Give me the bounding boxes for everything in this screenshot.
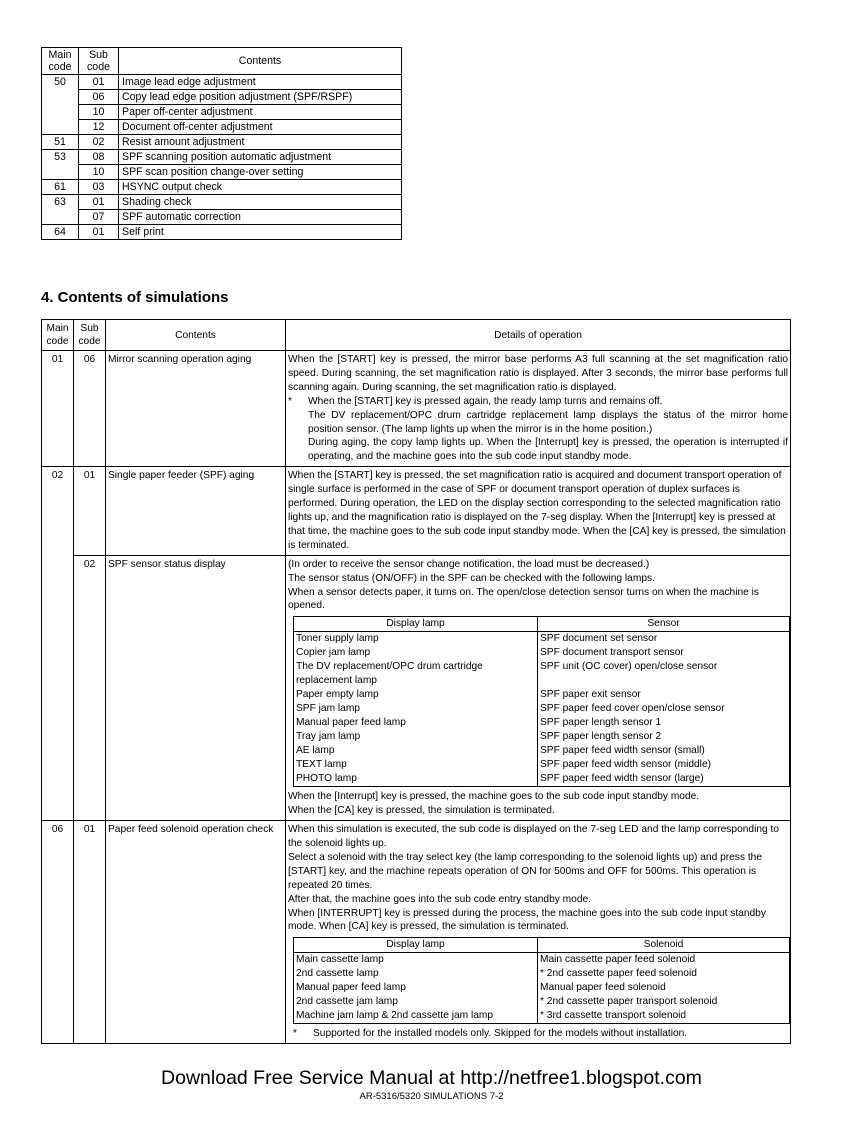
inner-row	[294, 758, 790, 772]
contents: SPF automatic correction	[119, 210, 402, 225]
contents: Copy lead edge position adjustment (SPF/RSPF)	[119, 90, 402, 105]
contents: HSYNC output check	[119, 180, 402, 195]
sensor: SPF paper feed width sensor (middle)	[538, 758, 790, 772]
inner-header-row	[294, 938, 790, 953]
sub-code: 12	[79, 120, 119, 135]
table-row	[42, 180, 402, 195]
details-text: When the [CA] key is pressed, the simulation is terminated.	[288, 805, 555, 817]
inner-row	[294, 632, 790, 647]
main-code	[42, 90, 79, 105]
section-title: 4. Contents of simulations	[41, 289, 229, 306]
contents: Image lead edge adjustment	[119, 75, 402, 90]
display-lamp: PHOTO lamp	[294, 772, 538, 787]
inner-row	[294, 981, 790, 995]
main-code: 51	[42, 135, 79, 150]
lamp-solenoid-table	[293, 937, 790, 1024]
sub-code: 01	[79, 195, 119, 210]
table-row	[42, 351, 791, 467]
details-text: When a sensor detects paper, it turns on. The open/close detection sensor turns on when the machine is opened.	[288, 586, 759, 612]
sensor: SPF document transport sensor	[538, 646, 790, 660]
display-lamp: TEXT lamp	[294, 758, 538, 772]
inner-row	[294, 772, 790, 787]
table-row	[42, 821, 791, 1044]
lamp-sensor-table	[293, 616, 790, 787]
table-row	[42, 135, 402, 150]
details-text: When the [START] key is pressed, the mirror base performs A3 full scanning at the set magnification ratio speed. During scanning, the set magnification ratio is displayed. After 3 seconds, the mirror base performs full scanning again. During scanning, the set magnification ratio is displayed.	[288, 354, 788, 393]
details	[286, 555, 791, 820]
inner-row	[294, 702, 790, 716]
display-lamp: 2nd cassette jam lamp	[294, 995, 538, 1009]
contents: Paper off-center adjustment	[119, 105, 402, 120]
sub-code: 08	[79, 150, 119, 165]
display-lamp: Machine jam lamp & 2nd cassette jam lamp	[294, 1009, 538, 1024]
contents: Self print	[119, 225, 402, 240]
details-text: When this simulation is executed, the sub code is displayed on the 7-seg LED and the lamp corresponding to the solenoid lights up.	[288, 824, 779, 850]
display-lamp: Tray jam lamp	[294, 730, 538, 744]
page-footer: AR-5316/5320 SIMULATIONS 7-2	[359, 1091, 504, 1102]
table-header-row	[42, 48, 402, 75]
inner-row	[294, 730, 790, 744]
inner-row	[294, 744, 790, 758]
header-solenoid: Solenoid	[538, 938, 790, 953]
sub-code: 01	[74, 821, 106, 1044]
main-code: 61	[42, 180, 79, 195]
solenoid: * 2nd cassette paper transport solenoid	[538, 995, 790, 1009]
table-row	[42, 105, 402, 120]
table-header-row	[42, 320, 791, 351]
display-lamp: Manual paper feed lamp	[294, 716, 538, 730]
sub-code: 10	[79, 105, 119, 120]
main-code: 01	[42, 351, 74, 467]
table-row	[42, 555, 791, 820]
header-contents: Contents	[106, 320, 286, 351]
sensor: SPF paper length sensor 1	[538, 716, 790, 730]
inner-row	[294, 688, 790, 702]
inner-row	[294, 1009, 790, 1024]
note	[288, 395, 788, 465]
note-text: When the [START] key is pressed again, the ready lamp turns and remains off.	[308, 395, 663, 407]
inner-row	[294, 953, 790, 968]
table-row	[42, 120, 402, 135]
sub-code: 01	[74, 467, 106, 555]
sub-code: 01	[79, 225, 119, 240]
details-text: When the [START] key is pressed, the set magnification ratio is acquired and document transport operation of single surface is performed in the case of SPF or document transport operation of duplex surfaces is performed. During operation, the LED on the display section corresponding to the selected magnification ratio lights up, and the magnification ratio is displayed on the 7-seg display. When the [Interrupt] key is pressed at that time, the machine goes to the sub code input standby mode. When the [CA] key is pressed, the simulation is terminated.	[288, 470, 786, 551]
header-sub-code: Sub code	[79, 48, 119, 75]
solenoid: * 3rd cassette transport solenoid	[538, 1009, 790, 1024]
details-text: After that, the machine goes into the sub code entry standby mode.	[288, 893, 591, 905]
inner-row	[294, 716, 790, 730]
header-sensor: Sensor	[538, 617, 790, 632]
sub-code: 03	[79, 180, 119, 195]
main-code: 50	[42, 75, 79, 90]
note-text: The DV replacement/OPC drum cartridge replacement lamp displays the status of the mirror home position sensor. (The lamp lights up when the mirror is in the home position.)	[308, 409, 788, 435]
header-display-lamp: Display lamp	[294, 617, 538, 632]
main-code: 53	[42, 150, 79, 165]
display-lamp: Main cassette lamp	[294, 953, 538, 968]
contents: Shading check	[119, 195, 402, 210]
contents: Mirror scanning operation aging	[106, 351, 286, 467]
inner-row	[294, 646, 790, 660]
inner-row	[294, 967, 790, 981]
table-row	[42, 195, 402, 210]
download-banner: Download Free Service Manual at http://netfree1.blogspot.com	[161, 1067, 702, 1089]
main-code: 63	[42, 195, 79, 210]
contents: Single paper feeder (SPF) aging	[106, 467, 286, 555]
display-lamp: 2nd cassette lamp	[294, 967, 538, 981]
details-text: (In order to receive the sensor change notification, the load must be decreased.)	[288, 558, 650, 570]
table-row	[42, 467, 791, 555]
asterisk: *	[288, 395, 292, 407]
footnote-text: Supported for the installed models only. Skipped for the models without installation.	[313, 1028, 688, 1040]
header-sub-code: Sub code	[74, 320, 106, 351]
inner-header-row	[294, 617, 790, 632]
table-row	[42, 165, 402, 180]
table-row	[42, 150, 402, 165]
details-text: Select a solenoid with the tray select key (the lamp corresponding to the solenoid lights up) and press the [START] key, and the machine repeats operation of ON for 500ms and OFF for 500ms. This operation is repeated 20 times.	[288, 851, 762, 891]
inner-row	[294, 995, 790, 1009]
table-row	[42, 225, 402, 240]
note-text: During aging, the copy lamp lights up. When the [Interrupt] key is pressed, the operation is interrupted if operating, and the machine goes into the sub code input standby mode.	[308, 437, 788, 463]
header-display-lamp: Display lamp	[294, 938, 538, 953]
contents: Paper feed solenoid operation check	[106, 821, 286, 1044]
contents: Resist amount adjustment	[119, 135, 402, 150]
display-lamp: Manual paper feed lamp	[294, 981, 538, 995]
header-main-code: Main code	[42, 48, 79, 75]
display-lamp: Toner supply lamp	[294, 632, 538, 647]
main-code: 02	[42, 467, 74, 555]
header-main-code: Main code	[42, 320, 74, 351]
table-row	[42, 90, 402, 105]
details	[286, 467, 791, 555]
simulation-code-table	[41, 47, 402, 240]
sub-code: 06	[79, 90, 119, 105]
sub-code: 01	[79, 75, 119, 90]
sub-code: 02	[79, 135, 119, 150]
main-code: 64	[42, 225, 79, 240]
asterisk: *	[293, 1028, 297, 1040]
main-code	[42, 105, 79, 120]
sensor: SPF paper length sensor 2	[538, 730, 790, 744]
contents: SPF sensor status display	[106, 555, 286, 820]
sensor: SPF paper exit sensor	[538, 688, 790, 702]
contents: SPF scanning position automatic adjustment	[119, 150, 402, 165]
header-details: Details of operation	[286, 320, 791, 351]
solenoid: Main cassette paper feed solenoid	[538, 953, 790, 968]
display-lamp: Copier jam lamp	[294, 646, 538, 660]
footnote	[293, 1027, 788, 1041]
details	[286, 351, 791, 467]
display-lamp: SPF jam lamp	[294, 702, 538, 716]
main-code	[42, 555, 74, 820]
contents: Document off-center adjustment	[119, 120, 402, 135]
details	[286, 821, 791, 1044]
solenoid: * 2nd cassette paper feed solenoid	[538, 967, 790, 981]
display-lamp: Paper empty lamp	[294, 688, 538, 702]
sub-code: 10	[79, 165, 119, 180]
sensor: SPF paper feed width sensor (large)	[538, 772, 790, 787]
sub-code: 02	[74, 555, 106, 820]
sensor: SPF paper feed width sensor (small)	[538, 744, 790, 758]
display-lamp: The DV replacement/OPC drum cartridge replacement lamp	[294, 660, 538, 688]
table-row	[42, 75, 402, 90]
display-lamp: AE lamp	[294, 744, 538, 758]
inner-row	[294, 660, 790, 688]
main-code	[42, 165, 79, 180]
sensor: SPF paper feed cover open/close sensor	[538, 702, 790, 716]
solenoid: Manual paper feed solenoid	[538, 981, 790, 995]
header-contents: Contents	[119, 48, 402, 75]
details-text: When the [Interrupt] key is pressed, the machine goes to the sub code input standby mode.	[288, 791, 700, 803]
simulation-contents-table	[41, 319, 791, 1044]
details-text: When [INTERRUPT] key is pressed during the process, the machine goes into the sub code input standby mode. When [CA] key is pressed, the simulation is terminated.	[288, 907, 766, 933]
main-code	[42, 210, 79, 225]
contents: SPF scan position change-over setting	[119, 165, 402, 180]
sub-code: 06	[74, 351, 106, 467]
sensor: SPF document set sensor	[538, 632, 790, 647]
sub-code: 07	[79, 210, 119, 225]
main-code: 06	[42, 821, 74, 1044]
main-code	[42, 120, 79, 135]
details-text: The sensor status (ON/OFF) in the SPF can be checked with the following lamps.	[288, 572, 655, 584]
table-row	[42, 210, 402, 225]
sensor: SPF unit (OC cover) open/close sensor	[538, 660, 790, 688]
